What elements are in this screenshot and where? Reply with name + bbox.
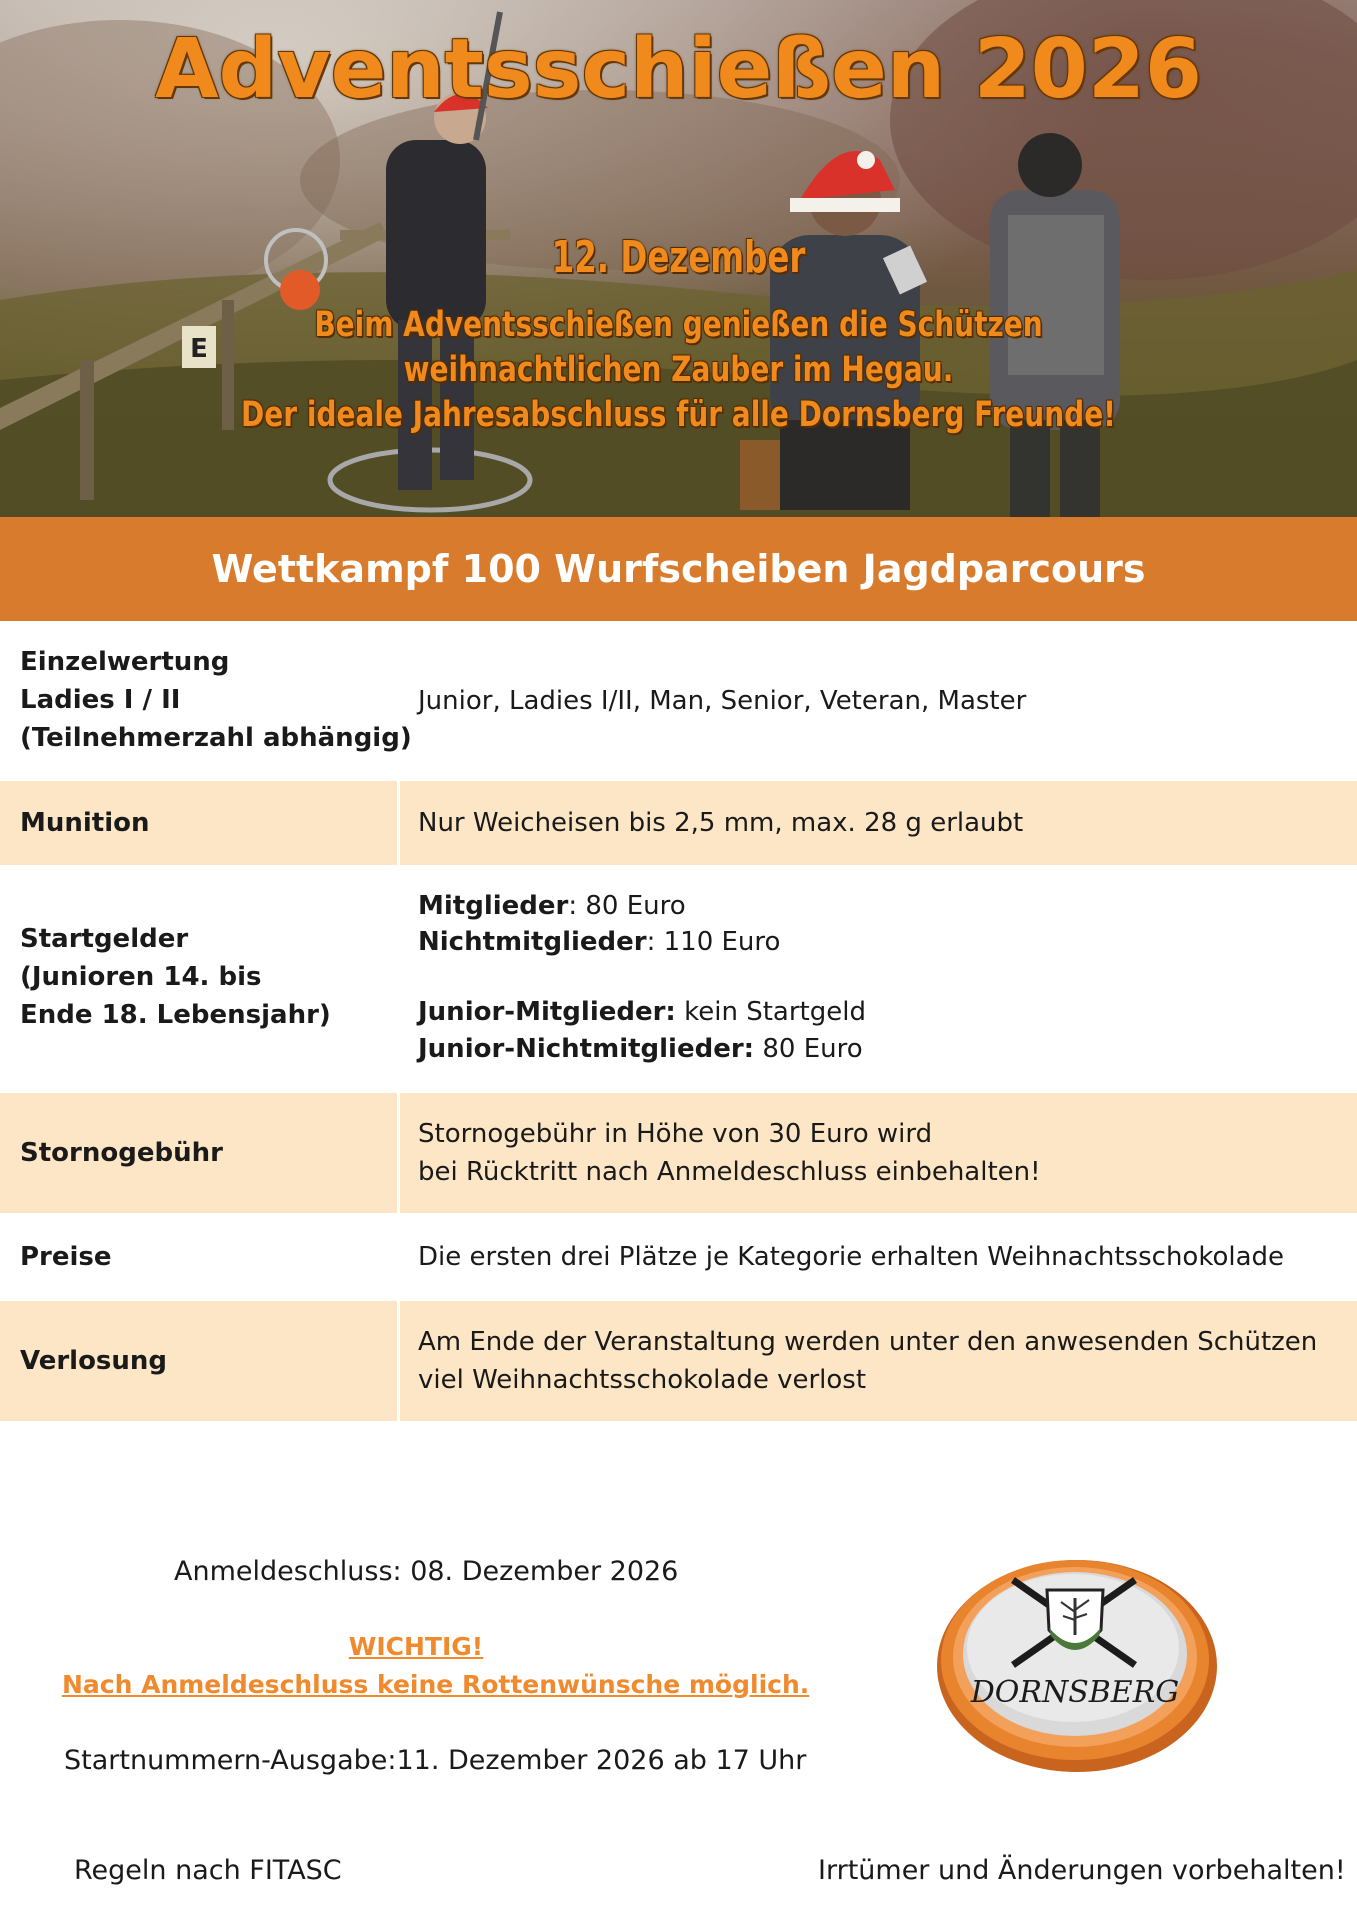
row-value: Am Ende der Veranstaltung werden unter den anwesenden Schützen viel Weihnachtsschokolade verlost bbox=[418, 1327, 1318, 1395]
event-tagline-line-1: Beim Adventsschießen genießen die Schützen bbox=[314, 305, 1043, 345]
svg-text:E: E bbox=[190, 334, 208, 364]
logo-wordmark: DORNSBERG bbox=[970, 1675, 1180, 1710]
disclaimer: Irrtümer und Änderungen vorbehalten! bbox=[818, 1855, 1346, 1886]
row-value: Stornogebühr in Höhe von 30 Euro wird bei Rücktritt nach Anmeldeschluss einbehalten! bbox=[418, 1119, 1041, 1187]
row-label: Munition bbox=[20, 808, 150, 838]
row-value: Junior, Ladies I/II, Man, Senior, Veteran, Master bbox=[418, 686, 1027, 716]
hero-photo bbox=[0, 0, 1357, 517]
row-value: Nur Weicheisen bis 2,5 mm, max. 28 g erlaubt bbox=[418, 808, 1024, 838]
event-date: 12. Dezember bbox=[551, 232, 806, 283]
registration-deadline: Anmeldeschluss: 08. Dezember 2026 bbox=[174, 1556, 679, 1587]
fee-junior-non-members: Junior-Nichtmitglieder: 80 Euro bbox=[418, 1034, 863, 1064]
row-label: Verlosung bbox=[20, 1346, 168, 1376]
row-startgelder bbox=[0, 865, 1357, 1093]
important-note: Nach Anmeldeschluss keine Rottenwünsche möglich. bbox=[62, 1670, 810, 1699]
competition-title: Wettkampf 100 Wurfscheiben Jagdparcours bbox=[211, 547, 1146, 591]
fee-junior-members: Junior-Mitglieder: kein Startgeld bbox=[418, 997, 866, 1027]
fee-non-members: Nichtmitglieder: 110 Euro bbox=[418, 927, 781, 957]
row-label: Stornogebühr bbox=[20, 1138, 223, 1168]
row-label: Einzelwertung Ladies I / II (Teilnehmerzahl abhängig) bbox=[20, 647, 412, 753]
row-munition bbox=[0, 781, 1357, 865]
event-tagline-line-3: Der ideale Jahresabschluss für alle Dornsberg Freunde! bbox=[241, 395, 1116, 435]
column-divider bbox=[397, 781, 400, 865]
dornsberg-logo bbox=[935, 1540, 1220, 1775]
row-verlosung bbox=[0, 1301, 1357, 1421]
event-title: Adventsschießen 2026 bbox=[155, 22, 1202, 117]
column-divider bbox=[397, 1301, 400, 1421]
row-label: Startgelder (Junioren 14. bis Ende 18. Lebensjahr) bbox=[20, 924, 331, 1030]
event-tagline-line-2: weihnachtlichen Zauber im Hegau. bbox=[403, 350, 954, 390]
row-stornogebuehr bbox=[0, 1093, 1357, 1213]
competition-banner bbox=[0, 517, 1357, 621]
rules-note: Regeln nach FITASC bbox=[74, 1855, 342, 1886]
start-number-issue: Startnummern-Ausgabe:11. Dezember 2026 ab 17 Uhr bbox=[64, 1745, 807, 1776]
row-einzelwertung bbox=[0, 621, 1357, 781]
row-label: Preise bbox=[20, 1242, 112, 1272]
fee-members: Mitglieder: 80 Euro bbox=[418, 891, 686, 921]
column-divider bbox=[397, 1093, 400, 1213]
row-preise bbox=[0, 1213, 1357, 1301]
row-value: Die ersten drei Plätze je Kategorie erhalten Weihnachtsschokolade bbox=[418, 1242, 1285, 1272]
important-heading: WICHTIG! bbox=[348, 1632, 484, 1661]
